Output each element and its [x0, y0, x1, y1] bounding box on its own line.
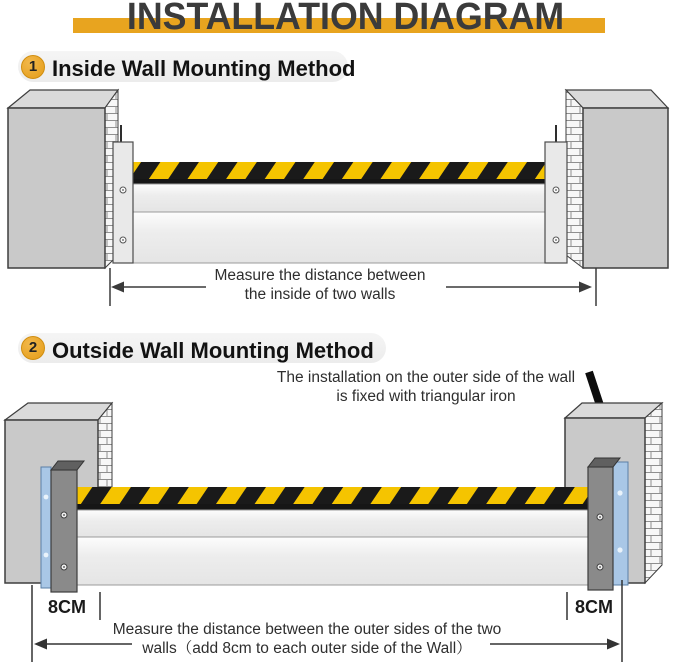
screw-icon	[44, 553, 49, 558]
section2-number-badge: 2	[21, 336, 45, 360]
outside-measure-note-line2: walls（add 8cm to each outer side of the Wall）	[142, 640, 472, 657]
left-wall-front-face	[8, 108, 105, 268]
left-arrowhead2-icon	[34, 639, 47, 650]
barrier-2	[76, 487, 588, 585]
section2-heading: Outside Wall Mounting Method	[52, 338, 374, 363]
left-offset-label: 8CM	[47, 597, 86, 617]
annotation-line2: is fixed with triangular iron	[336, 388, 516, 405]
right-wall-front-face	[583, 108, 668, 268]
right-wall-top-face	[566, 90, 668, 108]
outside-measure-note-line1: Measure the distance between the outer sides of the two	[112, 621, 502, 638]
hazard-stripe-band-2	[76, 487, 588, 504]
left-blue-strip	[41, 467, 51, 588]
right-wall-brick-face	[566, 90, 583, 268]
screw-icon	[617, 547, 622, 552]
hazard-band2-bottom-edge	[76, 504, 588, 510]
inside-measure-note	[145, 266, 495, 304]
annotation-line1: The installation on the outer side of the wall	[276, 369, 576, 386]
left-wall-top-face	[8, 90, 118, 108]
inside-measure-note-line1: Measure the distance between	[214, 267, 426, 284]
outside-measure-note	[106, 620, 508, 658]
page-title: INSTALLATION DIAGRAM	[126, 0, 565, 38]
screw-icon	[44, 495, 49, 500]
right-blue-strip	[613, 462, 628, 585]
left-arrowhead-icon	[111, 282, 124, 293]
hazard-stripe-band	[133, 162, 545, 179]
right-arrowhead2-icon	[607, 639, 620, 650]
section1-number-badge: 1	[21, 55, 45, 79]
screw-icon	[617, 490, 622, 495]
right-wall	[566, 90, 668, 268]
right-offset-label: 8CM	[574, 597, 613, 617]
barrier	[133, 162, 545, 263]
right-mounting-plate	[545, 142, 567, 263]
right-arrowhead-icon	[579, 282, 592, 293]
left-wall2-top-face	[5, 403, 112, 420]
right-wall2-brick-face	[645, 403, 662, 583]
left-wall	[8, 90, 118, 268]
section1-heading: Inside Wall Mounting Method	[52, 56, 356, 81]
barrier-panel-upper	[133, 184, 545, 212]
left-mounting-plate	[113, 142, 133, 263]
barrier2-panel-lower	[76, 537, 588, 585]
barrier2-panel-upper	[76, 510, 588, 537]
hazard-band-bottom-edge	[133, 179, 545, 184]
inside-measure-note-line2: the inside of two walls	[244, 286, 396, 303]
barrier-panel-lower	[133, 212, 545, 263]
